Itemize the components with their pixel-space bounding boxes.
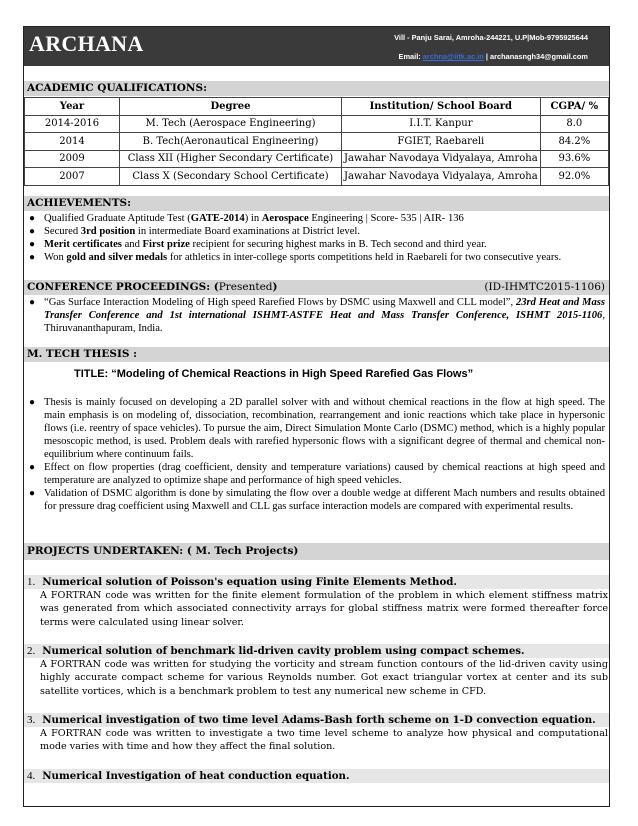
column-header: CGPA/ %	[540, 98, 608, 116]
list-item: ● Merit certificates and First prize recipient for securing highest marks in B. Tech second and third year.	[29, 239, 487, 250]
table-cell: I.I.T. Kanpur	[342, 115, 541, 133]
table-cell: Class X (Secondary School Certificate)	[120, 168, 342, 186]
email-separator: |	[483, 52, 491, 61]
project-title-4: 4. Numerical Investigation of heat conduction equation.	[24, 769, 609, 783]
table-cell: 2014	[25, 133, 120, 151]
thesis-heading: M. TECH THESIS :	[24, 347, 609, 362]
header-banner	[24, 27, 609, 66]
bullet-icon: ●	[29, 297, 36, 308]
list-item: ● Secured 3rd position in intermediate Board examinations at District level.	[29, 226, 361, 237]
table-row	[25, 150, 609, 168]
achievements-list	[24, 212, 609, 264]
academic-heading: ACADEMIC QUALIFICATIONS:	[24, 81, 609, 96]
list-item: ● Effect on flow properties (drag coefficient, density and temperature variations) caused by chemical reactions at high speed and temperature are analyzed to optimize shape and performance of high speed vehicles.	[29, 462, 605, 486]
project-body-2: A FORTRAN code was written for studying the vorticity and stream function contours of the lid-driven cavity using highly accurate compact scheme for various Reynolds number. Got exact triangular vortex at center and its sub satellite vortices, which is a benchmark problem to test any numerical new scheme in CFD.	[40, 659, 608, 697]
table-cell: 84.2%	[540, 133, 608, 151]
bullet-icon: ●	[29, 462, 36, 473]
list-item: ● Qualified Graduate Aptitude Test (GATE-2014) in Aerospace Engineering | Score- 535 | AIR- 136	[29, 213, 464, 224]
bullet-icon: ●	[29, 252, 36, 263]
conference-id: (ID-IHMTC2015-1106)	[484, 281, 605, 293]
email-line	[399, 52, 588, 61]
projects-heading: PROJECTS UNDERTAKEN: ( M. Tech Projects)	[24, 543, 609, 560]
table-cell: 2007	[25, 168, 120, 186]
project-title-1: 1. Numerical solution of Poisson's equation using Finite Elements Method.	[24, 575, 609, 589]
table-cell: Class XII (Higher Secondary Certificate)	[120, 150, 342, 168]
thesis-list	[24, 396, 609, 513]
table-cell: Jawahar Navodaya Vidyalaya, Amroha	[342, 150, 541, 168]
conference-list	[24, 296, 609, 335]
bullet-icon: ●	[29, 488, 36, 499]
education-table	[24, 97, 609, 186]
table-header-row	[25, 98, 609, 116]
table-cell: 92.0%	[540, 168, 608, 186]
project-title-2: 2. Numerical solution of benchmark lid-driven cavity problem using compact schemes.	[24, 644, 609, 658]
email-label: Email:	[398, 52, 421, 61]
bullet-icon: ●	[29, 213, 36, 224]
list-item: ● “Gas Surface Interaction Modeling of High speed Rarefied Flows by DSMC using Maxwell and CLL model”, 23rd Heat and Mass Transfer Conference and 1st international ISHMT-ASTFE Heat and Mass Transfer Conference, ISHMT 2015-1106, Thiruvananthapuram, India.	[29, 297, 605, 334]
table-row	[25, 133, 609, 151]
bullet-icon: ●	[29, 397, 36, 408]
column-header: Degree	[120, 98, 342, 116]
candidate-name: ARCHANA	[29, 31, 144, 56]
table-cell: FGIET, Raebareli	[342, 133, 541, 151]
list-item: ● Thesis is mainly focused on developing a 2D parallel solver with and without chemical reactions in the flow at high speed. The main emphasis is on modeling of, dissociation, recombination, rearrangement and ionic reactions which take place in hypersonic flows (i.e. reentry of space vehicles). To pursue the aim, Direct Simulation Monte Carlo (DSMC) method, which is a highly popular mesoscopic method, is used. Problem deals with rarefied hypersonic flows with a significant degree of thermal and chemical non-equilibrium where continuum fails.	[29, 397, 605, 460]
list-item: ● Won gold and silver medals for athletics in inter-college sports competitions held in Raebareli for two consecutive years.	[29, 252, 562, 263]
table-cell: 2009	[25, 150, 120, 168]
table-cell: 93.6%	[540, 150, 608, 168]
address-line: Vill - Panju Sarai, Amroha-244221, U.P|Mob-9795925644	[394, 33, 588, 42]
table-row	[25, 168, 609, 186]
table-cell: M. Tech (Aerospace Engineering)	[120, 115, 342, 133]
list-item: ● Validation of DSMC algorithm is done by simulating the flow over a double wedge at different Mach numbers and results obtained for pressure drag coefficient using Maxwell and CLL gas surface interaction models are compared with experimental results.	[29, 488, 605, 512]
email-link-primary[interactable]: archna@iitk.ac.in	[422, 52, 484, 61]
email-secondary: archanasngh34@gmail.com	[490, 52, 588, 61]
achievements-heading: ACHIEVEMENTS:	[24, 196, 609, 211]
conference-heading: CONFERENCE PROCEEDINGS: (Presented) (ID-IHMTC2015-1106)	[24, 280, 609, 295]
table-cell: 8.0	[540, 115, 608, 133]
thesis-title: TITLE: “Modeling of Chemical Reactions in High Speed Rarefied Gas Flows”	[74, 368, 474, 380]
table-row	[25, 115, 609, 133]
column-header: Institution/ School Board	[342, 98, 541, 116]
project-title-3: 3. Numerical investigation of two time level Adams-Bash forth scheme on 1-D convection equation.	[24, 713, 609, 727]
project-body-3: A FORTRAN code was written to investigate a two time level scheme to analyze how physical and computational mode varies with time and how they affect the final solution.	[40, 728, 608, 753]
project-body-1: A FORTRAN code was written for the finite element formulation of the problem in which element stiffness matrix was generated from which associated connectivity arrays for global stiffness matrix were formed thereafter force terms were calculated using linear solver.	[40, 590, 608, 628]
table-cell: 2014-2016	[25, 115, 120, 133]
bullet-icon: ●	[29, 226, 36, 237]
table-cell: Jawahar Navodaya Vidyalaya, Amroha	[342, 168, 541, 186]
bullet-icon: ●	[29, 239, 36, 250]
column-header: Year	[25, 98, 120, 116]
table-cell: B. Tech(Aeronautical Engineering)	[120, 133, 342, 151]
